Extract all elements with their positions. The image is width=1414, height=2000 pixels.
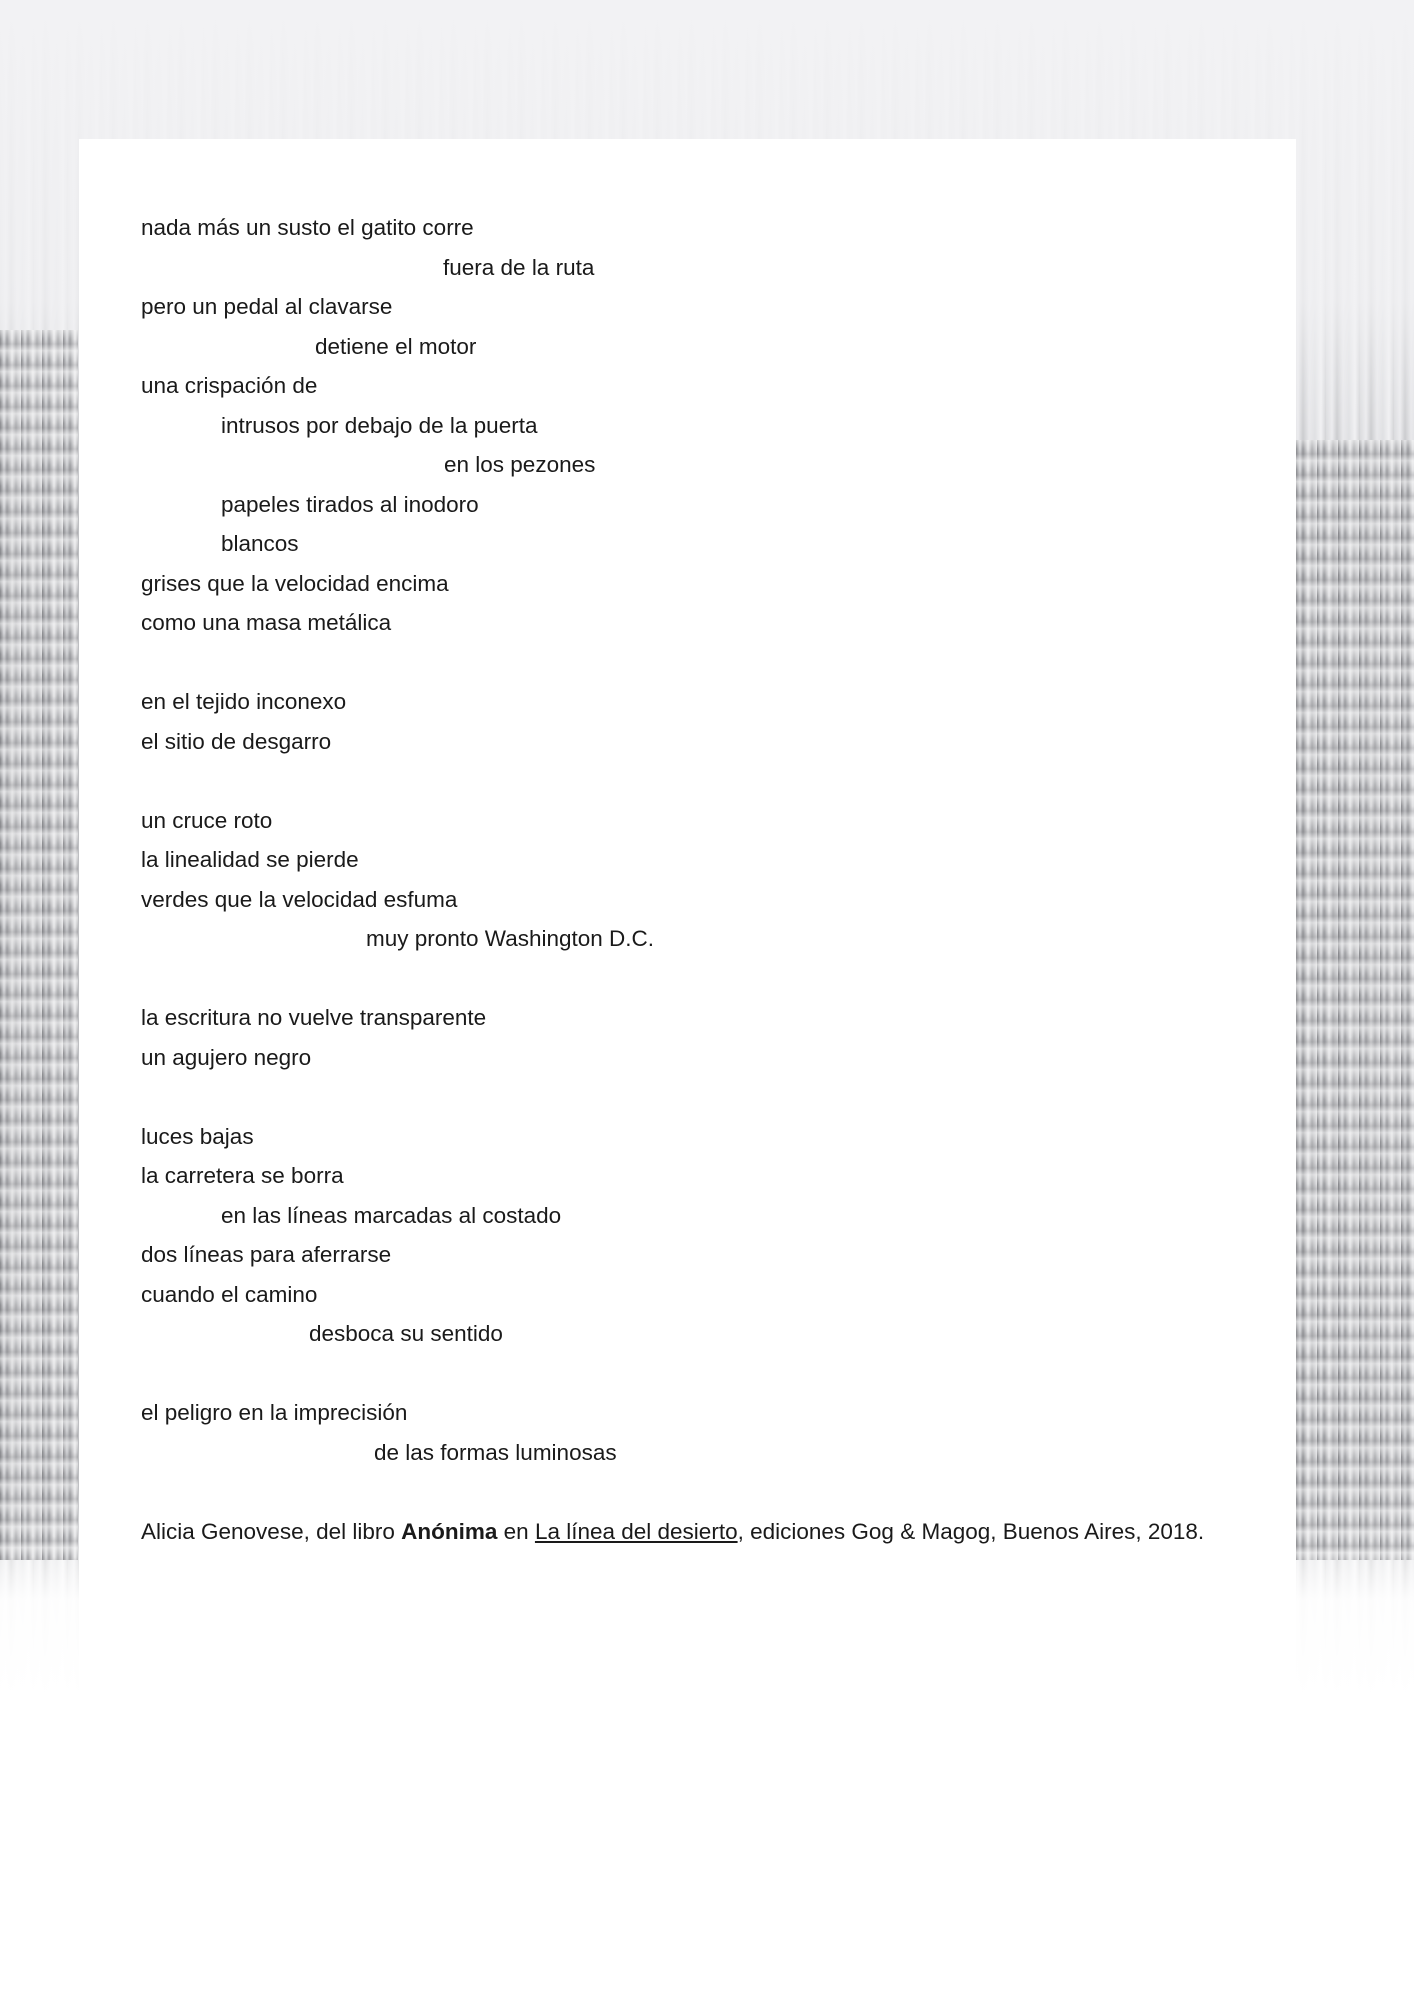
credit-collection-title: La línea del desierto bbox=[534, 1518, 738, 1544]
credit-author: Alicia Genovese, del libro bbox=[141, 1518, 402, 1544]
poem-line: cuando el camino bbox=[141, 1281, 318, 1307]
poem-line: una crispación de bbox=[141, 373, 318, 398]
stanza-break bbox=[141, 1354, 1281, 1394]
stanza-break bbox=[141, 1077, 1281, 1117]
stanza-break bbox=[141, 1472, 1281, 1512]
poem-line: grises que la velocidad encima bbox=[141, 570, 449, 596]
poem-line: la carretera se borra bbox=[141, 1163, 344, 1188]
poem-line: el peligro en la imprecisión bbox=[141, 1400, 408, 1425]
poem-line: en los pezones bbox=[444, 452, 596, 477]
credit-connector: en bbox=[497, 1518, 535, 1544]
poem-line: la escritura no vuelve transparente bbox=[141, 1005, 487, 1030]
poem-line: fuera de la ruta bbox=[443, 254, 595, 280]
stanza-break bbox=[141, 959, 1281, 999]
poem-line: blancos bbox=[221, 531, 299, 556]
poem-line: pero un pedal al clavarse bbox=[141, 294, 393, 319]
poem-line: desboca su sentido bbox=[309, 1321, 503, 1346]
source-credit bbox=[141, 1512, 1281, 1552]
stanza-break bbox=[141, 643, 1281, 683]
poem-line: papeles tirados al inodoro bbox=[221, 491, 479, 517]
poem-line: en el tejido inconexo bbox=[141, 689, 347, 714]
poem bbox=[141, 208, 1281, 1551]
poem-line: en las líneas marcadas al costado bbox=[221, 1202, 562, 1228]
credit-book-title: Anónima bbox=[401, 1518, 498, 1544]
poem-line: dos líneas para aferrarse bbox=[141, 1242, 392, 1267]
poem-line: el sitio de desgarro bbox=[141, 728, 332, 754]
poem-line: como una masa metálica bbox=[141, 610, 392, 635]
poem-line: la linealidad se pierde bbox=[141, 847, 359, 872]
credit-publisher: , ediciones Gog & Magog, Buenos Aires, 2018. bbox=[737, 1518, 1205, 1544]
poem-line: muy pronto Washington D.C. bbox=[366, 926, 655, 951]
stanza-break bbox=[141, 761, 1281, 801]
poem-line: de las formas luminosas bbox=[374, 1439, 617, 1465]
frosted-trees-right bbox=[1296, 440, 1414, 1560]
poem-line: luces bajas bbox=[141, 1123, 254, 1149]
poem-line: un cruce roto bbox=[141, 807, 273, 833]
poem-line: detiene el motor bbox=[315, 333, 477, 359]
poem-line: verdes que la velocidad esfuma bbox=[141, 886, 458, 912]
frosted-trees-left bbox=[0, 330, 78, 1560]
poem-line: nada más un susto el gatito corre bbox=[141, 215, 474, 240]
poem-line: intrusos por debajo de la puerta bbox=[221, 412, 538, 438]
poem-line: un agujero negro bbox=[141, 1044, 312, 1070]
